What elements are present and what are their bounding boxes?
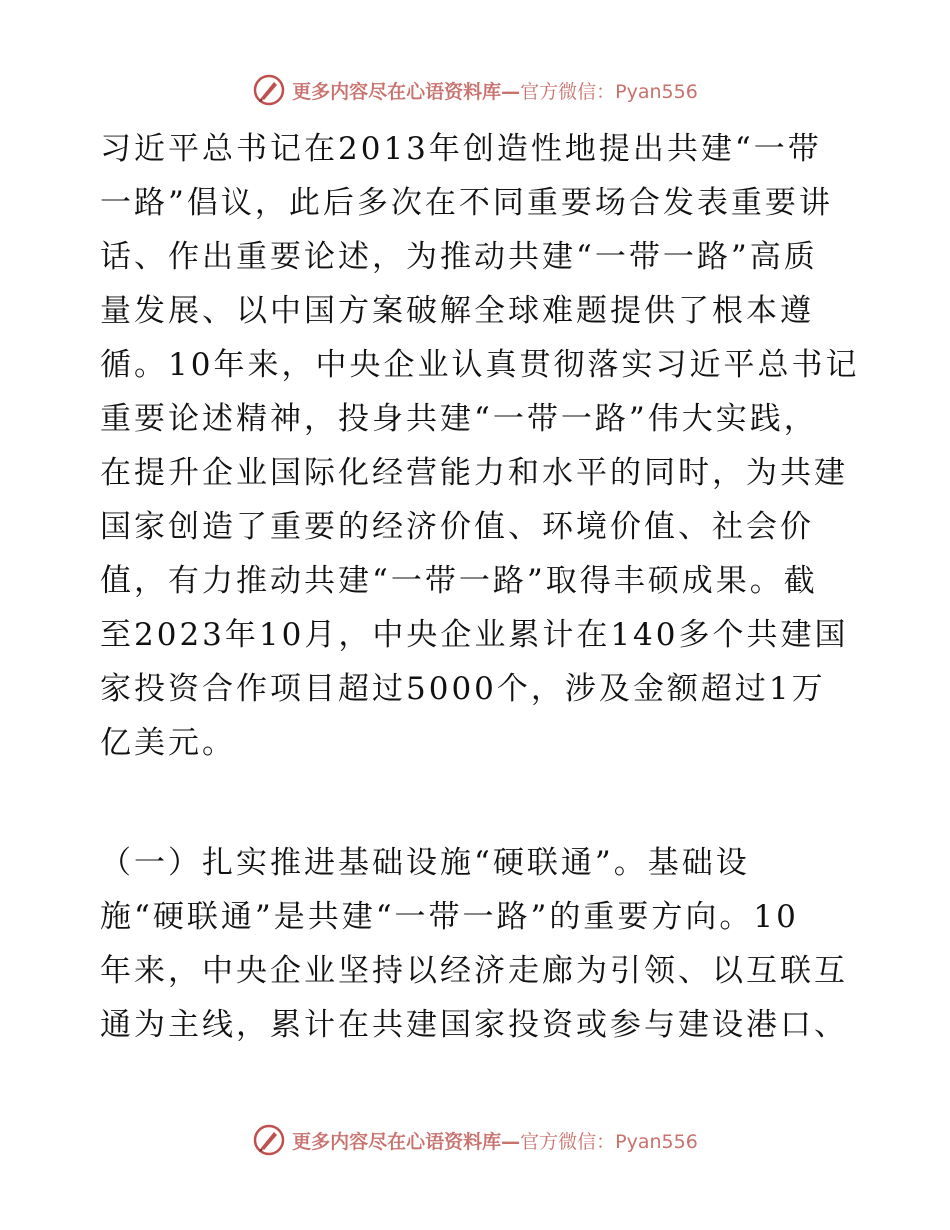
footer-watermark-text <box>292 1127 698 1154</box>
text-line: 习近平总书记在2013年创造性地提出共建“一带 <box>100 131 822 167</box>
text-line: 循。10年来，中央企业认真贯彻落实习近平总书记 <box>100 347 860 383</box>
section-heading-line: （一）扎实推进基础设施“硬联通”。基础设 <box>100 845 750 881</box>
text-line: 国家创造了重要的经济价值、环境价值、社会价 <box>100 509 814 545</box>
footer-wechat-text: 官方微信：Pyan556 <box>520 1130 698 1153</box>
footer-watermark-banner <box>0 1120 950 1160</box>
body-paragraph-1 <box>100 122 860 770</box>
feather-pen-logo-icon <box>252 73 286 107</box>
text-line: 在提升企业国际化经营能力和水平的同时，为共建 <box>100 455 848 491</box>
text-line: 重要论述精神，投身共建“一带一路”伟大实践， <box>100 401 818 437</box>
text-line: 至2023年10月，中央企业累计在140多个共建国 <box>100 617 849 653</box>
header-watermark-text <box>292 77 698 104</box>
header-watermark-banner <box>0 70 950 110</box>
header-wechat-text: 官方微信：Pyan556 <box>520 80 698 103</box>
text-line: 话、作出重要论述，为推动共建“一带一路”高质 <box>100 239 818 275</box>
text-line: 施“硬联通”是共建“一带一路”的重要方向。10 <box>100 899 799 935</box>
text-line: 值，有力推动共建“一带一路”取得丰硕成果。截 <box>100 563 818 599</box>
text-line: 亿美元。 <box>100 725 236 761</box>
body-paragraph-2 <box>100 836 860 1052</box>
text-line: 家投资合作项目超过5000个，涉及金额超过1万 <box>100 671 826 707</box>
footer-site-text: 更多内容尽在心语资料库— <box>292 1130 521 1153</box>
text-line: 一路”倡议，此后多次在不同重要场合发表重要讲 <box>100 185 833 221</box>
header-site-text: 更多内容尽在心语资料库— <box>292 80 521 103</box>
text-line: 年来，中央企业坚持以经济走廊为引领、以互联互 <box>100 953 848 989</box>
text-line: 通为主线，累计在共建国家投资或参与建设港口、 <box>100 1007 848 1043</box>
feather-pen-logo-icon <box>252 1123 286 1157</box>
text-line: 量发展、以中国方案破解全球难题提供了根本遵 <box>100 293 814 329</box>
